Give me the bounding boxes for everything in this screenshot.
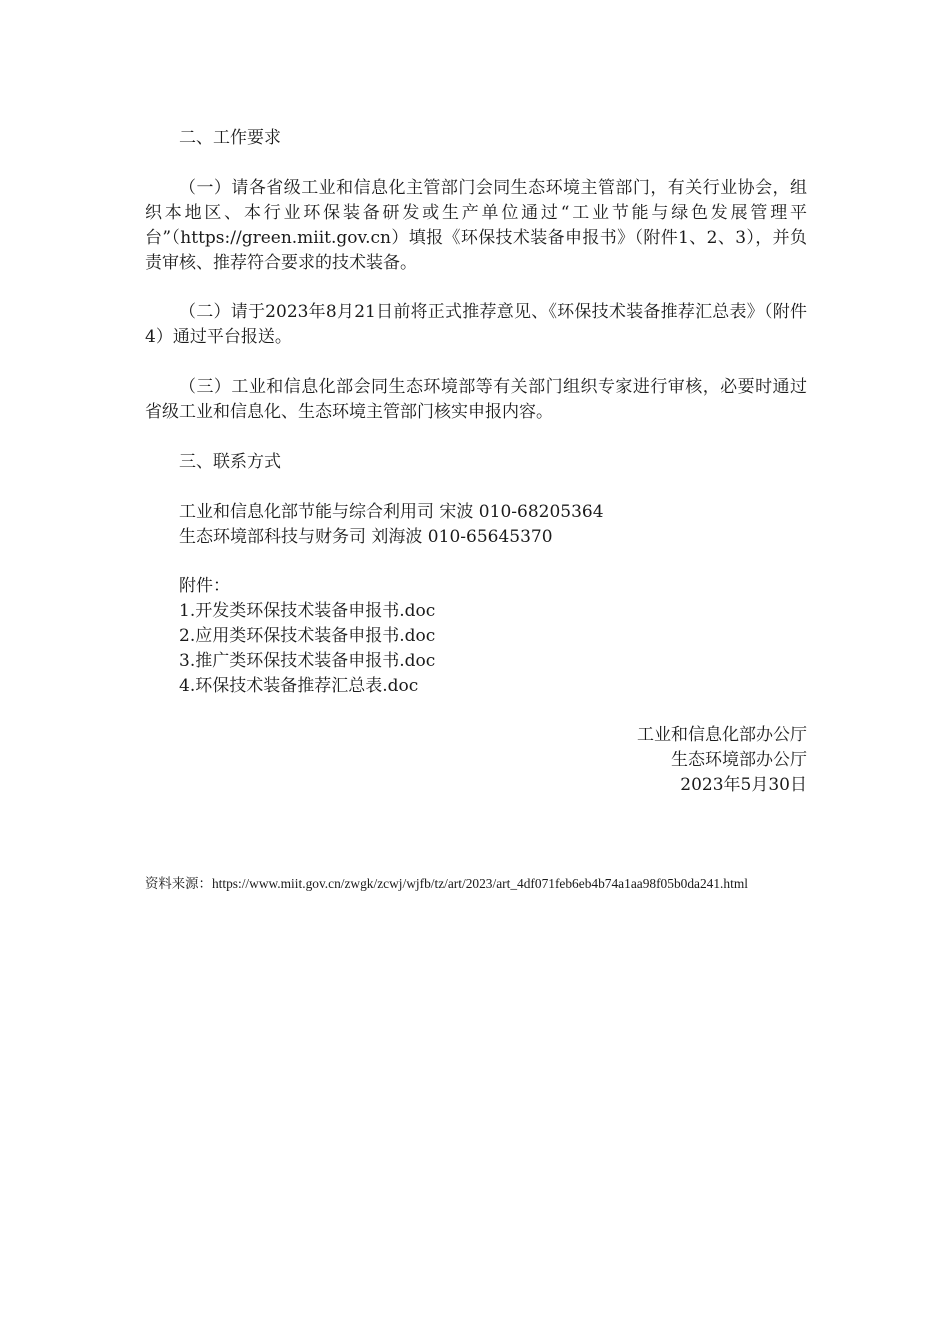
attachment-item: 1.开发类环保技术装备申报书.doc [179, 601, 436, 621]
signature-block [507, 723, 807, 798]
paragraph-requirement-1: （一）请各省级工业和信息化主管部门会同生态环境主管部门，有关行业协会，组织本地区、本行业环保装备研发或生产单位通过“工业节能与绿色发展管理平台”（https://green.miit.gov.cn）填报《环保技术装备申报书》（附件1、2、3），并负责审核、推荐符合要求的技术装备。 [145, 178, 807, 273]
contact-list [145, 500, 807, 550]
attachment-item: 2.应用类环保技术装备申报书.doc [179, 626, 436, 646]
contact-item: 工业和信息化部节能与综合利用司 宋波 010-68205364 [179, 502, 604, 522]
signature-date: 2023年5月30日 [680, 775, 807, 795]
source-note: 资料来源：https://www.miit.gov.cn/zwgk/zcwj/wjfb/tz/art/2023/art_4df071feb6eb4b74a1aa98f05b0da241.html [145, 876, 748, 891]
paragraph-requirement-2: （二）请于2023年8月21日前将正式推荐意见、《环保技术装备推荐汇总表》（附件4）通过平台报送。 [145, 302, 807, 347]
attachment-item: 4.环保技术装备推荐汇总表.doc [179, 676, 419, 696]
section-heading-requirements: 二、工作要求 [179, 128, 281, 148]
signature-org-mee: 生态环境部办公厅 [671, 750, 807, 770]
section-heading-contact: 三、联系方式 [179, 452, 281, 472]
attachment-label: 附件： [179, 576, 230, 596]
paragraph-requirement-3: （三）工业和信息化部会同生态环境部等有关部门组织专家进行审核，必要时通过省级工业和信息化、生态环境主管部门核实申报内容。 [145, 377, 807, 422]
attachment-item: 3.推广类环保技术装备申报书.doc [179, 651, 436, 671]
contact-item: 生态环境部科技与财务司 刘海波 010-65645370 [179, 527, 553, 547]
attachment-list [145, 574, 807, 699]
signature-org-miit: 工业和信息化部办公厅 [637, 725, 807, 745]
